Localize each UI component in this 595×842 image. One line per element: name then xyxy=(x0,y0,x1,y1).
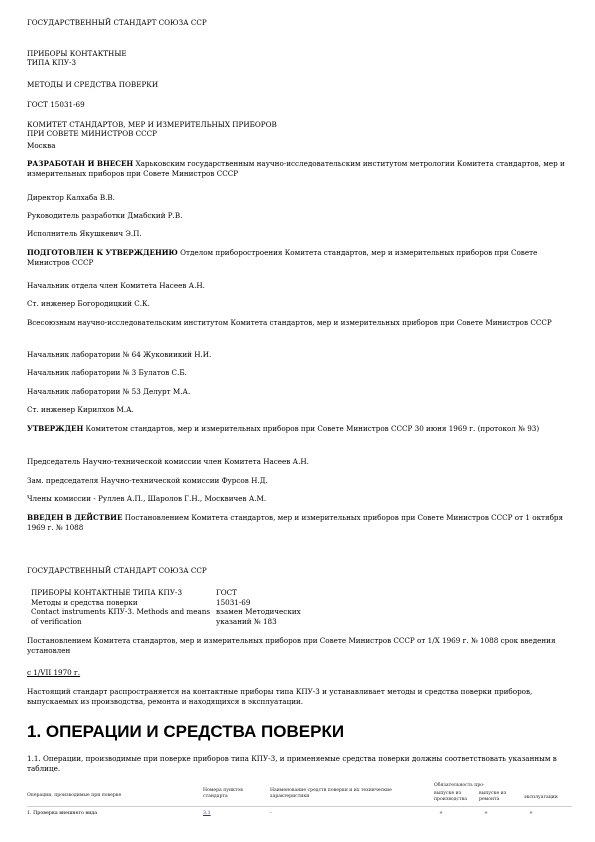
row-1-clause-link[interactable]: 3.1 xyxy=(203,811,211,816)
table-header-production-line-2: производства xyxy=(434,797,467,802)
title-line-2: ТИПА КПУ-3 xyxy=(27,58,77,67)
senior-engineer: Ст. инженер Богородицкий С.К. xyxy=(27,299,150,308)
approved-text: Комитетом стандартов, мер и измерительных приборов при Совете Министров СССР 30 июня 1969 г. (протокол № 93) xyxy=(83,424,540,433)
table-header-repair-line-1: выпуске из xyxy=(479,791,507,796)
prepared-text: Отделом приборостроения Комитета стандартов, мер и измерительных приборов при Совете Министров СССР xyxy=(27,248,538,267)
standard-left-line-4: of verification xyxy=(31,616,82,626)
standard-header: ГОСУДАРСТВЕННЫЙ СТАНДАРТ СОЮЗА ССР xyxy=(27,18,207,27)
executor: Исполнитель Якушкевич Э.П. xyxy=(27,229,142,238)
development-lead: Руководитель разработки Дмабский Р.В. xyxy=(27,211,183,220)
table-header-mandatory-group xyxy=(434,783,524,789)
table-header-means-line-1: Наименование средств поверки и их технические xyxy=(270,788,392,793)
standard-left-line-1: ПРИБОРЫ КОНТАКТНЫЕ ТИПА КПУ-3 xyxy=(31,588,183,597)
table-header-means-line-2: характеристики xyxy=(270,794,310,799)
standard-right-line-3: взамен Методических xyxy=(216,607,301,616)
section-1-heading: 1. ОПЕРАЦИИ И СРЕДСТВА ПОВЕРКИ xyxy=(27,722,345,741)
table-header-means xyxy=(270,788,430,800)
section-1-intro: 1.1. Операции, производимые при поверке приборов типа КПУ-3, и применяемые средства поверки должны соответствовать указанным в таблице. xyxy=(27,754,557,773)
effective-date: с 1/VII 1970 г. xyxy=(27,668,81,677)
enacted-text: Постановлением Комитета стандартов, мер и измерительных приборов при Совете Министров СССР от 1 октября 1969 г. № 1088 xyxy=(27,513,564,532)
standard-left-line-3: Contact instruments КПУ-3. Methods and means xyxy=(31,607,211,616)
department-head: Начальник отдела член Комитета Насеев А.Н. xyxy=(27,281,205,290)
director: Директор Калхаба В.В. xyxy=(27,193,115,202)
row-1-means: - xyxy=(270,811,272,816)
city: Москва xyxy=(27,141,56,150)
enacted-label: ВВЕДЕН В ДЕЙСТВИЕ xyxy=(27,513,123,522)
lab-3-head: Начальник лаборатории № 3 Булатов С.Б. xyxy=(27,368,187,377)
standard-right-line-1: ГОСТ xyxy=(216,588,237,597)
standard-right-line-4: указаний № 183 xyxy=(216,616,277,626)
commission-vice-chairman: Зам. председателя Научно-технической комиссии Фурсов Н.Д. xyxy=(27,476,268,485)
table-header-clause-line-2: стандарта xyxy=(203,794,228,799)
table-header-operations: Операции, производимые при поверке xyxy=(27,793,122,798)
enacted-paragraph xyxy=(27,513,572,532)
table-header-operation-use: эксплуатации xyxy=(524,795,558,800)
standard-left-column xyxy=(31,588,211,626)
table-header-repair-line-2: ремонта xyxy=(479,797,500,802)
standard-header-2: ГОСУДАРСТВЕННЫЙ СТАНДАРТ СОЮЗА ССР xyxy=(27,566,207,575)
table-divider xyxy=(27,806,572,807)
row-1-operation: 1. Проверка внешнего вида xyxy=(27,811,98,816)
table-header-clause-numbers xyxy=(203,788,263,800)
table-header-production xyxy=(434,791,474,803)
subtitle: МЕТОДЫ И СРЕДСТВА ПОВЕРКИ xyxy=(27,80,159,89)
vniim-paragraph: Всесоюзным научно-исследовательским институтом Комитета стандартов, мер и измерительных приборов при Совете Министров СССР xyxy=(27,318,552,327)
row-1-operation-mark: + xyxy=(529,811,534,816)
prepared-paragraph xyxy=(27,248,572,267)
standard-right-column xyxy=(216,588,336,626)
prepared-label: ПОДГОТОВЛЕН К УТВЕРЖДЕНИЮ xyxy=(27,248,178,257)
lab-64-head: Начальник лаборатории № 64 Жуковиикий Н.И. xyxy=(27,350,212,359)
table-header-clause-line-1: Номера пунктов xyxy=(203,788,243,793)
row-1-production-mark: + xyxy=(439,811,444,816)
table-header-mandatory-line-1: Обязательность про- xyxy=(434,783,485,788)
developed-label: РАЗРАБОТАН И ВНЕСЕН xyxy=(27,159,134,168)
senior-engineer-2: Ст. инженер Кирилхов М.А. xyxy=(27,405,134,414)
committee-line-2: ПРИ СОВЕТЕ МИНИСТРОВ СССР xyxy=(27,129,157,138)
committee-line-1: КОМИТЕТ СТАНДАРТОВ, МЕР И ИЗМЕРИТЕЛЬНЫХ ПРИБОРОВ xyxy=(27,120,277,129)
scope-paragraph: Настоящий стандарт распространяется на контактные приборы типа КПУ-3 и устанавливает методы и средства поверки приборов, выпускаемых из производства, ремонта и находящихся в эксплуатации. xyxy=(27,687,533,706)
row-1-repair-mark: + xyxy=(484,811,489,816)
commission-members: Члены комиссии - Руллев А.П., Шаролов Г.Н., Москвичев А.М. xyxy=(27,494,267,503)
gost-number: ГОСТ 15031-69 xyxy=(27,100,85,109)
standard-right-line-2: 15031-69 xyxy=(216,597,251,607)
decree-paragraph: Постановлением Комитета стандартов, мер и измерительных приборов при Совете Министров СССР от 1/X 1969 г. № 1088 срок введения установлен xyxy=(27,636,556,655)
lab-53-head: Начальник лаборатории № 53 Делурт М.А. xyxy=(27,387,191,396)
approved-paragraph xyxy=(27,424,572,434)
table-header-production-line-1: выпуске из xyxy=(434,791,462,796)
standard-left-line-2: Методы и средства поверки xyxy=(31,597,138,607)
developed-paragraph xyxy=(27,159,572,178)
title-line-1: ПРИБОРЫ КОНТАКТНЫЕ xyxy=(27,49,127,58)
approved-label: УТВЕРЖДЕН xyxy=(27,424,84,433)
table-header-repair xyxy=(479,791,519,803)
developed-text: Харьковским государственным научно-исследовательским институтом метрологии Комитета стандартов, мер и измерительных приборов при Совете Министров СССР xyxy=(27,159,565,178)
commission-chairman: Председатель Научно-технической комиссии член Комитета Насеев А.Н. xyxy=(27,457,309,466)
